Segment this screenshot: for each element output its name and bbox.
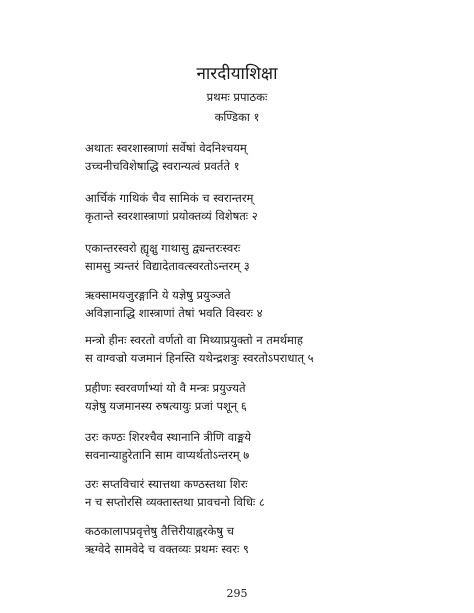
verse-5 [85,331,465,367]
verse-line: उच्चनीचविशेषाद्धि स्वरान्यत्वं प्रवर्तते १ [85,159,240,173]
verse-8 [85,475,465,511]
verse-3 [85,239,465,275]
verse-line: एकान्तरस्वरो ह्यृक्षु गाथासु द्व्यन्तरःस्वरः [85,241,241,255]
verse-line: सामसु त्र्यन्तरं विद्यादेतावत्स्वरतोऽन्तरम् ३ [85,259,250,273]
verse-line: स वाग्वज्रो यजमानं हिनस्ति यथेन्द्रशत्रुः स्वरतोऽपराधात् ५ [85,351,314,365]
verse-line: प्रहीणः स्वरवर्णाभ्यां यो वै मन्त्रः प्रयुज्यते [85,381,246,395]
verse-line: यज्ञेषु यजमानस्य रुषत्यायुः प्रजां पशून् ६ [85,399,247,413]
section-heading: कण्डिका १ [214,110,260,124]
verse-line: कठकालापप्रवृत्तेषु तैत्तिरीयाह्वरकेषु च [85,524,234,538]
verse-2 [85,189,465,225]
verse-1 [85,139,465,175]
verse-line: कृतान्ते स्वरशास्त्राणां प्रयोक्तव्यं विशेषतः २ [85,209,258,223]
verse-line: अविज्ञानाद्धि शास्त्राणां तेषां भवति विस्वरः ४ [85,306,263,320]
verse-6 [85,379,465,415]
verse-line: अथातः स्वरशास्त्राणां सर्वेषां वेदनिश्चयम् [85,141,247,155]
verse-line: उरः सप्तविचारं स्यात्तथा कण्ठस्तथा शिरः [85,477,248,491]
verse-line: ऋग्वेदे सामवेदे च वक्तव्यः प्रथमः स्वरः ९ [85,542,249,556]
verse-line: उरः कण्ठः शिरश्चैव स्थानानि त्रीणि वाङ्मये [85,430,252,444]
verse-line: सवनान्याहुरेतानि साम वाप्यर्थतोऽन्तरम् ७ [85,448,250,462]
page-title: नारदीयाशिक्षा [196,64,278,84]
verse-line: मन्त्रो हीनः स्वरतो वर्णतो वा मिथ्याप्रयुक्तो न तमर्थमाह [85,333,304,347]
verse-line: आर्चिकं गाथिकं चैव सामिकं च स्वरान्तरम् [85,191,254,205]
verse-9 [85,522,465,558]
verse-line: ऋक्सामयजुरङ्गानि ये यज्ञेषु प्रयुञ्जते [85,288,231,302]
chapter-heading: प्रथमः प्रपाठकः [206,90,268,104]
verse-4 [85,286,465,322]
verse-line: न च सप्तोरसि व्यक्तास्तथा प्रावचनो विधिः ८ [85,495,265,509]
verse-7 [85,428,465,464]
page-number: 295 [226,587,248,600]
